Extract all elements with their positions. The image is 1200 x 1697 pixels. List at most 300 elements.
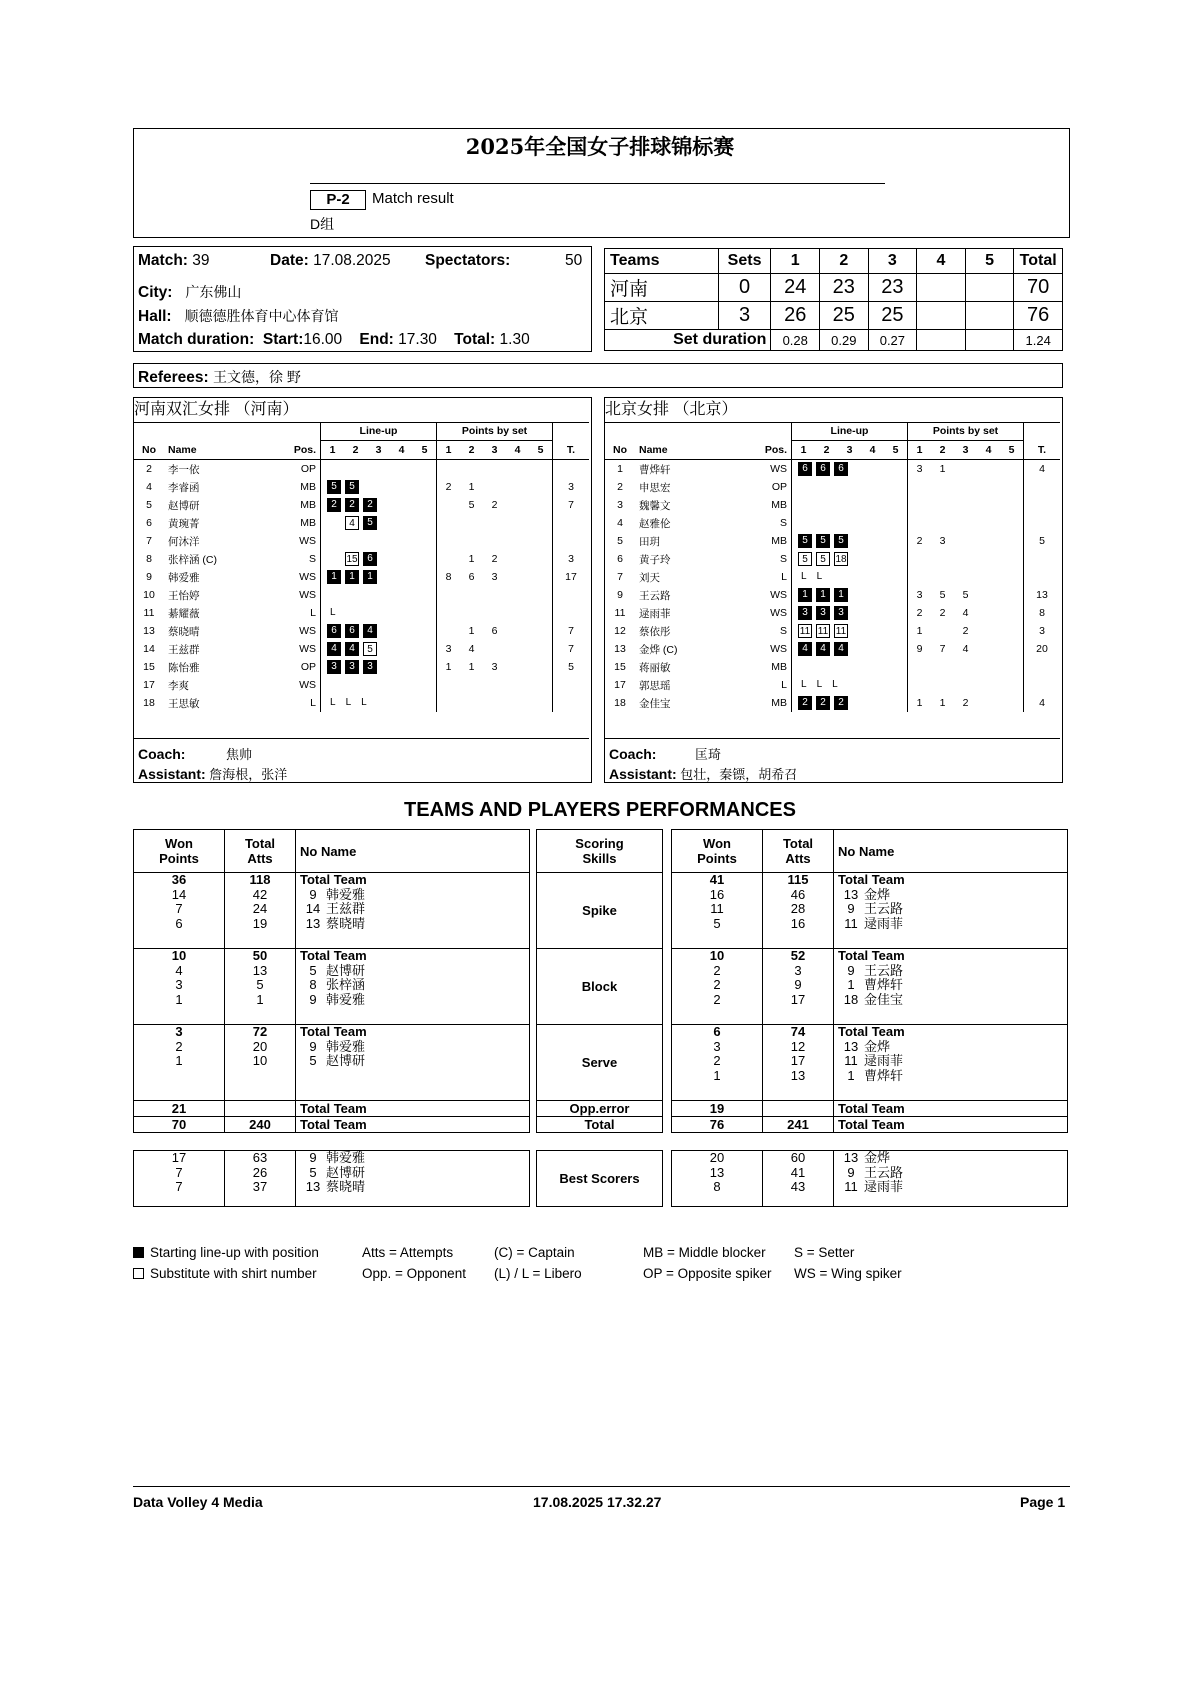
points-set (437, 550, 461, 568)
points-set: 8 (437, 568, 461, 586)
best-scorers-row (672, 1151, 1068, 1207)
starting-square-icon (133, 1247, 144, 1258)
player-lineup (321, 694, 437, 712)
city: City: 广东佛山 (138, 284, 242, 301)
player-number: 6 (146, 517, 152, 529)
player-number: 1 (847, 1067, 855, 1083)
won-points (672, 949, 763, 1025)
player-number: 3 (617, 499, 623, 511)
match-number: Match: 39 (138, 252, 210, 269)
player-entry (838, 993, 1063, 1008)
player-position: WS (770, 607, 787, 619)
won-points-line: 6 (713, 1024, 721, 1039)
starting-position-mark: 3 (816, 606, 830, 620)
col-set-3: 3 (868, 249, 917, 274)
total-atts (225, 873, 296, 949)
player-number: 14 (305, 901, 321, 916)
player-name: 王兹群 (168, 643, 200, 656)
player-number: 5 (146, 499, 152, 511)
player-lineup (792, 478, 908, 496)
points-set: 2 (939, 607, 946, 619)
player-name: 赵博研 (168, 499, 200, 512)
player-entry (300, 978, 525, 993)
skill-name: Serve (537, 1025, 663, 1101)
substitute-mark: 5 (363, 642, 377, 656)
total-points: 70 (1014, 274, 1063, 302)
player-number: 2 (146, 463, 152, 475)
col-header: 3 (962, 444, 969, 456)
points-header: Points by set (437, 422, 553, 441)
set-duration: 0.29 (820, 330, 869, 351)
points-total: 13 (1024, 586, 1061, 604)
player-lineup (321, 622, 437, 640)
player-name: 韩爱雅 (326, 991, 366, 1007)
points-total: 7 (553, 496, 590, 514)
player-lineup (321, 514, 437, 532)
points-set (954, 676, 977, 694)
points-set (977, 676, 1000, 694)
points-set: 5 (962, 589, 969, 601)
player-name: 金烨 (864, 1038, 891, 1054)
player-number: 11 (844, 1053, 858, 1068)
sets-won: 0 (718, 274, 771, 302)
player-lineup (321, 604, 437, 622)
player-lineup (321, 496, 437, 514)
player-entry (838, 1054, 1063, 1069)
points-set (529, 694, 553, 712)
player-position: S (308, 553, 316, 565)
col-set-1: 1 (771, 249, 820, 274)
starting-position-mark: 1 (798, 588, 812, 602)
points-set: 3 (908, 460, 932, 479)
blank-header (1024, 422, 1061, 441)
set-duration-row (605, 330, 1063, 351)
player-name: 蔡依彤 (639, 625, 671, 638)
away-roster (604, 397, 1063, 783)
points-set (529, 460, 553, 479)
player-row (605, 604, 1060, 622)
total-atts-line: 17 (790, 991, 806, 1007)
player-position: MB (300, 499, 316, 511)
col-header: T. (553, 441, 590, 460)
points-total (553, 694, 590, 712)
won-points-line: 7 (175, 1164, 183, 1180)
player-number: 9 (617, 589, 623, 601)
libero-mark: L (816, 679, 823, 690)
hall: Hall: 顺德德胜体育中心体育馆 (138, 308, 339, 325)
points-set (460, 460, 483, 479)
starting-position-mark: 6 (798, 462, 812, 476)
points-set (977, 622, 1000, 640)
points-set (977, 658, 1000, 676)
libero-mark: L (816, 571, 823, 582)
points-set: 4 (962, 643, 969, 655)
col-header: 3 (491, 444, 498, 456)
starting-position-mark: 4 (834, 642, 848, 656)
total-atts-line: 74 (790, 1024, 806, 1039)
col-teams: Teams (605, 249, 719, 274)
assistant (609, 764, 797, 783)
player-lineup (792, 640, 908, 658)
total-row (134, 1117, 530, 1133)
skill-row (134, 949, 530, 1025)
player-name: 王云路 (864, 962, 904, 978)
player-name: 逯雨菲 (864, 1053, 904, 1068)
points-set: 2 (491, 499, 498, 511)
player-lineup (321, 640, 437, 658)
points-set (908, 550, 932, 568)
starting-position-mark: 2 (834, 696, 848, 710)
player-entry (300, 964, 525, 979)
total-atts: 240 (225, 1117, 296, 1133)
set-score (965, 302, 1014, 330)
player-name: 王思敏 (168, 697, 200, 710)
player-number: 14 (143, 643, 155, 655)
points-set: 2 (962, 697, 969, 709)
won-points-line: 2 (713, 1053, 721, 1068)
points-total (1024, 658, 1061, 676)
total-atts (225, 949, 296, 1025)
legend-atts: Atts = Attempts (362, 1245, 454, 1260)
col-header: 4 (398, 444, 405, 456)
starting-position-mark: 5 (834, 534, 848, 548)
substitute-mark: 11 (817, 626, 829, 637)
starting-position-mark: 1 (327, 570, 341, 584)
player-number: 5 (309, 1164, 317, 1180)
player-number: 8 (146, 553, 152, 565)
points-set (460, 532, 483, 550)
total-atts-line: 20 (252, 1038, 268, 1054)
player-number: 15 (614, 661, 626, 673)
player-name: 綦耀薇 (168, 607, 200, 620)
points-total (1024, 550, 1061, 568)
col-header: 2 (468, 444, 475, 456)
points-set: 3 (939, 535, 946, 547)
points-set (954, 568, 977, 586)
player-position: WS (299, 589, 316, 601)
player-name: 金烨 (C) (639, 643, 678, 656)
points-set (1000, 514, 1024, 532)
total-atts-line: 3 (794, 962, 802, 978)
player-entry (838, 917, 1063, 932)
roster-header-groups (134, 422, 589, 441)
points-set (931, 496, 954, 514)
points-set (954, 532, 977, 550)
player-row (605, 622, 1060, 640)
player-lineup (792, 604, 908, 622)
won-points-line: 14 (171, 886, 187, 902)
substitute-mark: 11 (835, 626, 847, 637)
footer-timestamp: 17.08.2025 17.32.27 (533, 1494, 662, 1510)
player-row (134, 496, 589, 514)
legend-ws: WS = Wing spiker (794, 1266, 902, 1281)
coach-label: Coach: (138, 746, 186, 762)
legend-starting: Starting line-up with position (133, 1245, 319, 1260)
points-set (1000, 460, 1024, 479)
points-set: 2 (437, 478, 461, 496)
points-set (460, 694, 483, 712)
player-entry (300, 1180, 525, 1195)
points-set (908, 496, 932, 514)
points-set (437, 496, 461, 514)
spectators-label: Spectators: (425, 252, 511, 269)
player-entry (838, 1040, 1063, 1055)
player-number: 18 (143, 697, 155, 709)
points-total (553, 460, 590, 479)
won-points-line: 13 (709, 1164, 725, 1180)
player-position: WS (770, 643, 787, 655)
won-points (672, 873, 763, 949)
starting-position-mark: 5 (363, 516, 377, 530)
col-header: 2 (939, 444, 946, 456)
starting-position-mark: 4 (798, 642, 812, 656)
points-set (506, 640, 529, 658)
total-atts-line: 52 (790, 948, 806, 963)
perf-header (672, 830, 1068, 873)
points-set (460, 514, 483, 532)
sets-won: 3 (718, 302, 771, 330)
points-set (954, 514, 977, 532)
col-header: 2 (823, 444, 830, 456)
skills-table (536, 829, 663, 1133)
points-set (1000, 532, 1024, 550)
player-name: 曹烨轩 (864, 1067, 904, 1083)
total-atts-line: 13 (252, 962, 268, 978)
team-name: 河南 (605, 274, 719, 302)
player-row (134, 478, 589, 496)
player-entry: Total Team (300, 948, 367, 963)
player-name: 张梓涵 (326, 977, 366, 992)
points-set: 1 (468, 553, 475, 565)
player-entry (838, 1180, 1063, 1195)
points-set: 2 (908, 532, 932, 550)
player-number: 18 (843, 991, 859, 1007)
player-number: 18 (614, 697, 626, 709)
total-atts (763, 949, 834, 1025)
points-set (931, 676, 954, 694)
player-position: L (310, 697, 316, 709)
opp-error-row (672, 1101, 1068, 1117)
player-entry (300, 1040, 525, 1055)
set-duration-label: Set duration (605, 330, 771, 351)
points-total (553, 532, 590, 550)
player-name: 王云路 (864, 901, 904, 916)
set-score: 23 (820, 274, 869, 302)
blank (225, 1101, 296, 1117)
starting-position-mark: 4 (363, 624, 377, 638)
player-number: 5 (309, 1053, 317, 1068)
total-atts (225, 1151, 296, 1207)
report-name: Match result (372, 190, 454, 207)
points-set (954, 658, 977, 676)
scoreboard-row-away (605, 302, 1063, 330)
starting-position-mark: 1 (816, 588, 830, 602)
player-name: 王怡婷 (168, 589, 200, 602)
points-set (483, 460, 506, 479)
assistant-label: Assistant: (609, 766, 677, 782)
away-best-scorers (671, 1150, 1068, 1207)
spectators-value: 50 (565, 252, 583, 269)
won-points-line: 6 (175, 915, 183, 931)
player-number: 4 (617, 517, 623, 529)
player-position: WS (299, 571, 316, 583)
player-position: L (781, 571, 787, 583)
player-name: 王云路 (639, 589, 671, 602)
points-set (437, 622, 461, 640)
points-set: 3 (908, 586, 932, 604)
col-header: Pos. (293, 443, 316, 456)
starting-position-mark: 4 (327, 642, 341, 656)
player-entry (838, 964, 1063, 979)
player-number: 9 (309, 1150, 317, 1165)
won-points-line: 1 (713, 1067, 721, 1083)
player-name: 黄琬菁 (168, 517, 200, 530)
total-atts-line: 26 (252, 1164, 268, 1180)
points-set (483, 514, 506, 532)
players (296, 949, 530, 1025)
player-row (134, 676, 589, 694)
starting-position-mark: 5 (816, 534, 830, 548)
player-row (134, 568, 589, 586)
player-row (605, 694, 1060, 712)
starting-position-mark: 1 (834, 588, 848, 602)
starting-position-mark: 6 (363, 552, 377, 566)
substitute-mark: 18 (835, 554, 847, 565)
player-lineup (321, 460, 437, 479)
player-position: MB (771, 535, 787, 547)
won-points-line: 8 (713, 1179, 721, 1194)
col-set-5: 5 (965, 249, 1014, 274)
points-set (977, 532, 1000, 550)
points-set (437, 676, 461, 694)
player-name: 蒋丽敏 (639, 661, 671, 674)
total-atts-line: 19 (252, 915, 268, 931)
player-lineup (792, 694, 908, 712)
set-duration (965, 330, 1014, 351)
players (834, 949, 1068, 1025)
points-set (460, 676, 483, 694)
skill-row (134, 873, 530, 949)
points-set (506, 622, 529, 640)
player-row (134, 640, 589, 658)
points-set (977, 568, 1000, 586)
points-set (908, 514, 932, 532)
player-position: S (779, 553, 787, 565)
player-name: 金佳宝 (864, 991, 904, 1007)
player-name: 李一依 (168, 463, 200, 476)
player-number: 5 (617, 535, 623, 547)
points-set (437, 460, 461, 479)
player-entry: Total Team (300, 872, 367, 887)
points-set (977, 550, 1000, 568)
starting-position-mark: 2 (363, 498, 377, 512)
won-points-line: 16 (709, 886, 725, 902)
starting-position-mark: 3 (834, 606, 848, 620)
legend-opp: Opp. = Opponent (362, 1266, 466, 1281)
player-row (134, 694, 589, 712)
player-position: L (781, 679, 787, 691)
points-set (908, 676, 932, 694)
points-set (977, 478, 1000, 496)
col-header: 5 (537, 444, 544, 456)
col-set-4: 4 (917, 249, 966, 274)
player-lineup (792, 532, 908, 550)
roster-header (134, 441, 589, 460)
player-name: 李睿函 (168, 481, 200, 494)
points-set: 3 (491, 571, 498, 583)
legend-op: OP = Opposite spiker (643, 1266, 772, 1281)
player-entry (838, 978, 1063, 993)
points-set (977, 694, 1000, 712)
player-number: 13 (843, 1038, 859, 1054)
skill-name-row (537, 949, 663, 1025)
player-position: WS (299, 625, 316, 637)
player-number: 9 (847, 1164, 855, 1180)
col-header: No (142, 443, 156, 456)
col-header: 4 (869, 444, 876, 456)
player-name: 蔡晓晴 (326, 915, 366, 931)
col-header: Name (168, 443, 197, 456)
won-points (134, 949, 225, 1025)
player-lineup (321, 658, 437, 676)
player-position: WS (299, 643, 316, 655)
player-row (134, 586, 589, 604)
home-performance-table (133, 829, 530, 1133)
player-row (134, 460, 589, 479)
blank (763, 1101, 834, 1117)
player-number: 5 (309, 962, 317, 978)
starting-position-mark: 6 (816, 462, 830, 476)
starting-position-mark: 5 (327, 480, 341, 494)
won-points-line: 10 (171, 948, 187, 963)
total-atts-line: 1 (256, 991, 264, 1007)
won-points-header: Won Points (134, 830, 225, 873)
points-set (506, 496, 529, 514)
starting-position-mark: 6 (834, 462, 848, 476)
points-set (506, 460, 529, 479)
scoreboard-row-home (605, 274, 1063, 302)
player-lineup (792, 658, 908, 676)
player-lineup (792, 514, 908, 532)
points-total: 7 (553, 622, 590, 640)
won-points (134, 873, 225, 949)
best-scorers-label-table (536, 1150, 663, 1207)
total-atts-line: 24 (252, 901, 268, 916)
player-entry (300, 917, 525, 932)
points-set: 6 (491, 625, 498, 637)
opp-error-label: Opp.error (537, 1101, 663, 1117)
points-set (506, 568, 529, 586)
points-total (553, 586, 590, 604)
substitute-square-icon (133, 1268, 144, 1279)
starting-position-mark: 3 (363, 660, 377, 674)
points-set (529, 550, 553, 568)
set-score (917, 302, 966, 330)
player-name: 王兹群 (326, 901, 366, 916)
points-set: 6 (468, 571, 475, 583)
player-name: 刘天 (639, 571, 660, 584)
substitute-mark: 5 (798, 552, 812, 566)
player-name: 赵博研 (326, 1053, 366, 1068)
libero-mark: L (330, 607, 336, 618)
points-total (553, 604, 590, 622)
points-set (437, 604, 461, 622)
starting-position-mark: 2 (345, 498, 359, 512)
points-set (506, 514, 529, 532)
player-entry: Total Team (838, 872, 905, 887)
player-number: 13 (614, 643, 626, 655)
player-name: 赵博研 (326, 1164, 366, 1180)
